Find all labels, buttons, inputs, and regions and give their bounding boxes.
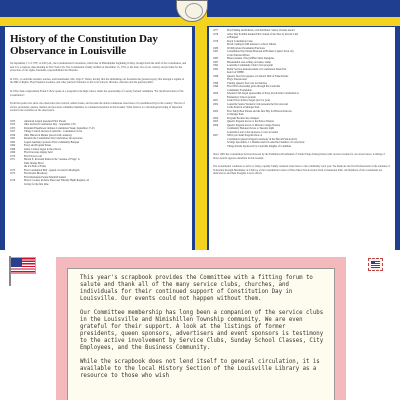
timeline-event: Presents the Constitution Day Celebration; Incorporated	[24, 137, 83, 141]
timeline-event: Crafts Festival at Metzger Park	[227, 106, 260, 109]
timeline-year: 1962	[10, 140, 16, 144]
american-flag-icon	[10, 257, 36, 274]
timeline-year: 2002	[213, 102, 219, 106]
history-paragraph: In 1951, a Louisville resident, teacher, and homemaker, Mrs. Olga T. Weber, having first the stimulating our freedoms the greatest legacy that through a regime of the Bill of Rights, Flag Etiquette booklets, and other patriotic literature to the local schools, libraries, churches and the general public.	[10, 77, 185, 85]
timeline-list-right	[213, 29, 391, 148]
timeline-event: Mayor Coonan, Roberta Sheet and Timothy Hight Register, all	[24, 179, 90, 183]
timeline-year: 1978	[213, 32, 219, 36]
timeline-event: Program Booklet size changed	[227, 116, 259, 120]
timeline-event: 50th Lyon Team Program show at	[227, 134, 263, 137]
timeline-event: Grand Tricycle Race began (last 1st year)	[227, 99, 271, 102]
timeline-event: Queen's Pageant moves to the Palace Theatre	[227, 120, 274, 123]
timeline-event: Booth coming ICOM mission to school Tribute	[227, 43, 277, 46]
timeline-year: 1977	[213, 29, 219, 32]
flag-canton	[11, 258, 22, 267]
timeline-event: at Banquet	[227, 36, 239, 39]
history-paragraph: On September 17 of 1787, at 4:00 p.m., the Constitutional Convention, which met in Philadelphia beginning in May, brought forth the draft of the Constitution, and sent it to Congress, then meeting in New York City. The Constitution, finally ratified on December 15, 1791, is the basic law of our country and provides for the protection of our rights, freedoms, responsibilities and liberties.	[10, 62, 187, 73]
timeline-year: 1992	[213, 64, 219, 67]
timeline-event: Bicentennial area-rolling outcomes, stamp	[227, 60, 271, 64]
history-paragraph: In 1952, then-congressman Frank T. Bow spoke at a program in the high school, under the sponsorship of a newly formed committee "For the Preservation of the Constitution".	[10, 89, 184, 97]
timeline-year: 1985	[213, 57, 219, 60]
timeline-event: Constitution Day Parade Honored in Brothers Capitol Town city	[227, 50, 294, 53]
timeline-event: Flag's Sleeparound	[227, 78, 247, 81]
timeline-event: First Marionette Parade Marshall named	[24, 175, 66, 179]
timeline-event: American Legion presented First Parade	[24, 119, 66, 123]
note-paragraph: Our Committee membership has long been a companion of the service clubs in the Louisville and Nimishillen Township community. We are even grateful for their support. A look at the listings of former presidents, queen sponsors, advertisers and event sponsors is testimony to the active involvement by Service Clubs, Sunday School Classes, City Employees, and the Business Community.	[80, 310, 324, 351]
timeline-year: 2005	[213, 120, 219, 123]
timeline-year: 2003	[213, 109, 219, 113]
timeline-event: ICOM picture Presidential Elections	[227, 46, 265, 50]
timeline-year: 1961	[10, 137, 16, 141]
timeline-year: 2007	[213, 134, 219, 137]
timeline-event: First Teddy Bear Parade and the first Hay for Balloon Pancorn	[227, 109, 292, 113]
timeline-event: First Flower sold	[24, 154, 42, 158]
timeline-year: 2001	[213, 99, 219, 102]
timeline-event: Queen's Pageant moves to Malone College Theatre	[227, 123, 280, 127]
timeline-event: Harold E. Rowland Instructs the "Avenue of Flags" to	[24, 158, 80, 162]
timeline-year: 1975	[10, 172, 16, 176]
timeline-year: 1964	[10, 144, 16, 148]
timeline-year: 1993	[213, 67, 219, 71]
timeline-event: Savings Specialists J. J. Builded and in Louisville Chamber of Corrections	[227, 141, 305, 144]
timeline-year: 1980	[213, 46, 219, 50]
timeline-event: Public Service Announcement on Constitution Week first	[227, 67, 287, 71]
timeline-event: Ohio Historical Marker placed with ceremony	[24, 133, 72, 137]
closing-paragraph: Since 1981 the Constitution Section honored by the Exhibition Presidential of Trailer Fingo Pennsylvania with various wreaths for our observances. A listing of those awards appears elsewhere in this booklet.	[213, 153, 385, 160]
timeline-year: 1970	[10, 154, 16, 158]
timeline-year: 2004	[213, 116, 219, 120]
note-paragraph: While the scrapbook does not lend itself to general circulation, it is available to the local History Section of the Louisville Library as a resource to those who wish	[80, 359, 320, 379]
timeline-event: First Fishing and Petition, each Permitted, Senior Citizens Award	[227, 29, 295, 32]
timeline-event: Essay and Program Prizes	[24, 144, 52, 148]
timeline-event: heard on WHBC	[227, 71, 245, 74]
thank-you-note-frame	[56, 257, 346, 400]
timeline-event: to the National Prince	[227, 53, 250, 57]
timeline-event: Living for the first time	[24, 182, 49, 186]
timeline-event: Community Banquet moves to Tuesday night	[227, 127, 275, 130]
history-paragraph: From that point ever since, the observance has evolved, added events, and become the oldest continuous observance of Constitution Day in the country. The list of events, presidents, queens, themes and proceeds committee members is contained elsewhere in this booklet. What follows is a chronological listing of important events in the evolution of the observance.	[10, 102, 185, 113]
timeline-event: Louisville Community Choir's first program	[227, 64, 273, 67]
thank-you-note	[67, 268, 335, 400]
timeline-year: 1955	[10, 126, 16, 130]
timeline-event: Village Council declares Louisville - Constitution Town	[24, 130, 83, 134]
timeline-event: Legion Auxiliary sponsors First Community Banquet	[24, 140, 80, 144]
timeline-event: President Eisenhower initiates Constitution Week, September 17-23	[24, 126, 95, 130]
timeline-year: 1955	[10, 123, 16, 127]
timeline-year: 2000	[213, 92, 219, 95]
timeline-event: Arbor Day Prohibit marked First Citizen of the Year by Rowan Club	[227, 32, 299, 36]
timeline-year: 1966	[10, 147, 16, 151]
history-panel	[5, 27, 192, 251]
note-paragraph: This year's scrapbook provides the Committee with a fitting forum to salute and thank all of the many service clubs, churches, and individuals for their continued support of Constitution Day in Louisville. Our events could not happen without them.	[80, 275, 313, 302]
timeline-event: Ohio declared Constitution Day - September 17th	[24, 123, 76, 127]
timeline-year: 1971	[10, 158, 16, 162]
timeline-year: 1998	[213, 81, 219, 85]
timeline-event: Royal Constitution Cake	[227, 39, 253, 43]
flag-stamp-icon	[368, 258, 383, 271]
stamp-flag	[371, 261, 380, 268]
timeline-year: 1981	[213, 50, 219, 53]
timeline-event: Village Parade Sponsored by Louisville Knights of Columbus	[227, 144, 292, 148]
page-title: History of the Constitution Day Observance in Louisville	[10, 33, 158, 57]
timeline-row	[10, 183, 187, 187]
timeline-event: Bruer presents of KeyOfFire Sister Delegates	[227, 57, 275, 60]
timeline-event: Community Foundation	[227, 88, 252, 92]
timeline-panel	[209, 27, 395, 251]
closing-paragraph: The Constitution continues to strive to bring a quality family centered observance to the community each year. We thank are the first Professionals of the students of Schweitze through Hostmaker at T-Mo in, at the Constitution Center of Wise Mass Words Action from Constitution Park. All members of the constituents are dedicated to and their thoughts is now efforts.	[213, 165, 390, 176]
timeline-year	[10, 183, 24, 187]
timeline-event: First fireworks display held	[24, 151, 53, 155]
timeline-year: 1996	[213, 74, 219, 78]
timeline-year: 1972	[10, 168, 16, 172]
timeline-event: Queen's float first appears at Canton's Hall of Fame Parade	[227, 74, 289, 78]
timeline-year: 1999	[213, 85, 219, 88]
timeline-year: 1959	[10, 133, 16, 137]
history-paragraphs	[10, 62, 187, 113]
timeline-event: Visiting Queen's float was last hardtop	[227, 81, 268, 85]
timeline-event: at Metzger Park	[227, 113, 244, 116]
timeline-year: 1953	[10, 119, 16, 123]
timeline-event: Elementary School grounds	[227, 95, 256, 99]
timeline-year: 1969	[10, 151, 16, 155]
timeline-event: Dam Orange Bowl	[24, 161, 44, 165]
timeline-year: 1979	[213, 39, 219, 43]
timeline-event: Kiwanis Club began sponsorship of Pony, Pee & Knit Constitution at	[227, 92, 299, 95]
timeline-year: 1957	[10, 130, 16, 134]
timeline-event: First Constitution Ball - Queen crowned in Madrigals	[24, 168, 80, 172]
timeline-event: First 8250 scholarship given through the Louisville	[227, 85, 281, 88]
timeline-event: Louisville Lion's Club sponsors a voter on tennis	[227, 130, 278, 134]
timeline-event: Louisville Senior Woman's Club presents the first Arts and	[227, 102, 288, 106]
timeline-year: 1987	[213, 60, 219, 64]
timeline-event: Constitution Queen's Pageant ceremony in the Harold Fein Activity	[227, 137, 298, 141]
closing-paragraphs	[213, 153, 391, 176]
timeline-year	[213, 145, 227, 149]
timeline-row	[213, 145, 391, 149]
yellow-vertical-bar	[195, 0, 207, 250]
timeline-year: 1976	[10, 179, 16, 183]
timeline-year: 2006	[213, 123, 219, 127]
timeline-event: Junior Contest begun in the schools	[24, 147, 61, 151]
timeline-event: First Rodeo Broadway	[24, 172, 48, 176]
timeline-event: the Ice Hole of Fame	[24, 165, 46, 169]
timeline-list-left	[10, 120, 187, 187]
